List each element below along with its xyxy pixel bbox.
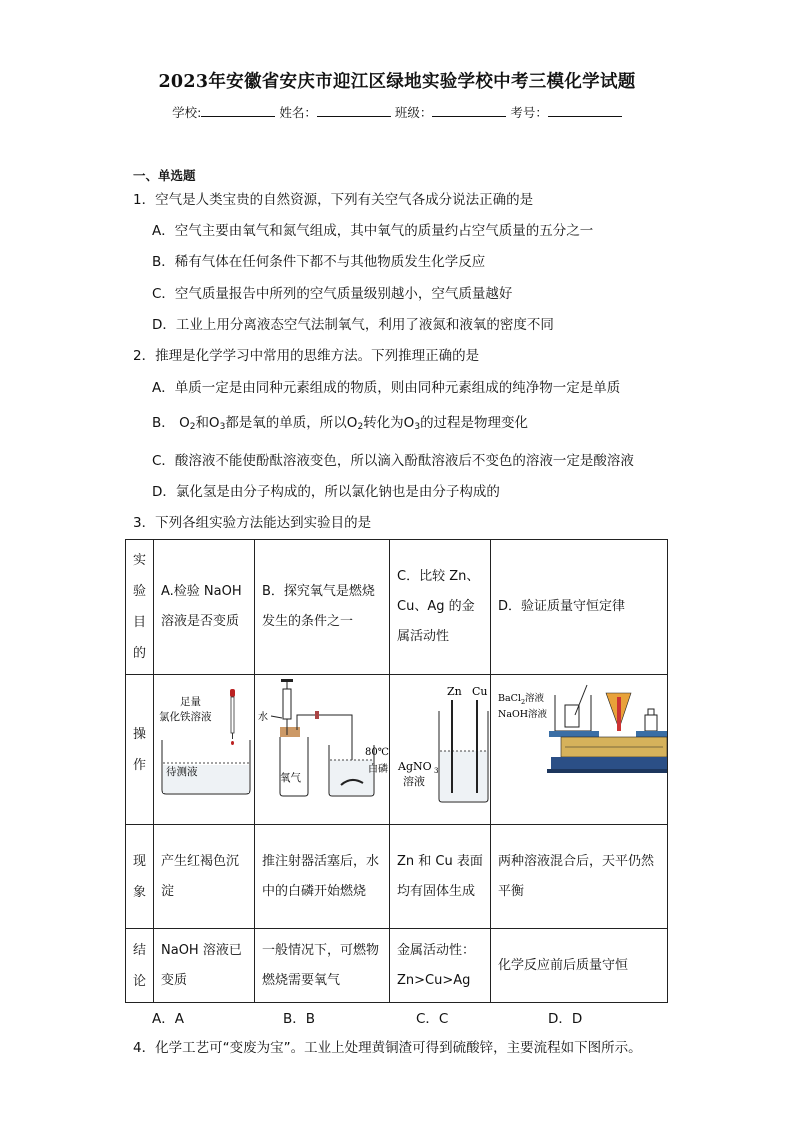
- purpose-c: C．比较 Zn、Cu、Ag 的金属活动性: [390, 540, 491, 675]
- purpose-b: B．探究氧气是燃烧发生的条件之一: [255, 540, 390, 675]
- option-b-text-3: 转化为O: [363, 415, 415, 431]
- row-head-conclusion: 结论: [126, 929, 154, 1003]
- operation-b: [255, 675, 390, 825]
- question-2-option-d[interactable]: D．氯化氢是由分子构成的，所以氯化钠也是由分子构成的: [152, 484, 500, 500]
- conclusion-d: 化学反应前后质量守恒: [491, 929, 668, 1003]
- syringe-phosphorus-figure: [255, 675, 389, 820]
- conclusion-c: 金属活动性：Zn>Cu>Ag: [390, 929, 491, 1003]
- name-label: 姓名：: [279, 105, 317, 120]
- question-2-option-a[interactable]: A．单质一定是由同种元素组成的物质，则由同种元素组成的纯净物一定是单质: [152, 380, 621, 396]
- number-blank[interactable]: [548, 104, 622, 117]
- table-row: [126, 825, 668, 929]
- phenomenon-d: 两种溶液混合后，天平仍然平衡: [491, 825, 668, 929]
- dropper-beaker-figure: [154, 675, 254, 820]
- question-3-stem: 3．下列各组实验方法能达到实验目的是: [133, 515, 372, 531]
- school-label: 学校:: [172, 105, 202, 120]
- figure-d-label-2: NaOH溶液: [498, 709, 548, 720]
- conclusion-a: NaOH 溶液已变质: [154, 929, 255, 1003]
- svg-text:2: 2: [521, 698, 526, 706]
- operation-d: [491, 675, 668, 825]
- question-2-option-c[interactable]: C．酸溶液不能使酚酞溶液变色，所以滴入酚酞溶液后不变色的溶液一定是酸溶液: [152, 453, 634, 469]
- figure-b-label-1: 水: [258, 712, 268, 723]
- question-1-option-c[interactable]: C．空气质量报告中所列的空气质量级别越小，空气质量越好: [152, 286, 513, 302]
- figure-a-label-2: 氯化铁溶液: [159, 711, 212, 723]
- option-b-prefix: B．: [152, 415, 175, 431]
- row-head-purpose: 实验目的: [126, 540, 154, 675]
- conclusion-b: 一般情况下，可燃物燃烧需要氧气: [255, 929, 390, 1003]
- figure-c-label-1: Zn: [447, 685, 462, 698]
- student-info-line: [0, 103, 794, 121]
- question-4-stem: 4．化学工艺可“变废为宝”。工业上处理黄铜渣可得到硫酸锌，主要流程如下图所示。: [133, 1040, 642, 1056]
- answer-option-b[interactable]: B．B: [283, 1011, 316, 1027]
- figure-c-label-4: 溶液: [403, 775, 425, 788]
- figure-d-label-1b: 溶液: [525, 693, 545, 704]
- phenomenon-c: Zn 和 Cu 表面均有固体生成: [390, 825, 491, 929]
- question-1-option-d[interactable]: D．工业上用分离液态空气法制氧气，利用了液氮和液氧的密度不同: [152, 317, 554, 333]
- page-title: 2023年安徽省安庆市迎江区绿地实验学校中考三模化学试题: [158, 72, 636, 92]
- figure-a-label-3: 待测液: [166, 766, 198, 778]
- table-row: [126, 929, 668, 1003]
- figure-c-label-3: AgNO: [398, 760, 432, 773]
- answer-option-c[interactable]: C．C: [416, 1011, 449, 1027]
- figure-c-label-2: Cu: [472, 685, 488, 698]
- metal-strips-figure: [390, 675, 490, 820]
- figure-a-label-1: 足量: [180, 696, 201, 708]
- option-b-text-2: 都是氧的单质，所以O: [225, 415, 358, 431]
- svg-text:3: 3: [434, 767, 439, 775]
- balance-figure: [491, 675, 667, 820]
- phenomenon-b: 推注射器活塞后，水中的白磷开始燃烧: [255, 825, 390, 929]
- row-head-operation: 操作: [126, 675, 154, 825]
- class-label: 班级：: [394, 105, 433, 120]
- figure-b-label-2: 氧气: [280, 772, 301, 784]
- table-row: [126, 540, 668, 675]
- question-2-stem: 2．推理是化学学习中常用的思维方法。下列推理正确的是: [133, 348, 480, 364]
- question-1-option-a[interactable]: A．空气主要由氧气和氮气组成，其中氧气的质量约占空气质量的五分之一: [152, 223, 594, 239]
- question-1-option-b[interactable]: B．稀有气体在任何条件下都不与其他物质发生化学反应: [152, 254, 486, 270]
- operation-c: [390, 675, 491, 825]
- school-blank[interactable]: [201, 104, 275, 117]
- purpose-d: D．验证质量守恒定律: [491, 540, 668, 675]
- name-blank[interactable]: [317, 104, 391, 117]
- section-heading: 一、单选题: [133, 168, 196, 183]
- figure-d-label-1: BaCl: [498, 693, 521, 704]
- row-head-phenomenon: 现象: [126, 825, 154, 929]
- purpose-a: A.检验 NaOH 溶液是否变质: [154, 540, 255, 675]
- o2-symbol: O: [179, 415, 190, 431]
- answer-option-a[interactable]: A．A: [152, 1011, 184, 1027]
- experiment-table: [125, 539, 668, 1003]
- operation-a: [154, 675, 255, 825]
- option-b-text-1: 和O: [195, 415, 220, 431]
- table-row: [126, 675, 668, 825]
- option-b-text-4: 的过程是物理变化: [420, 415, 529, 431]
- question-2-option-b[interactable]: B． $O_2$和$O_3$都是氧的单质，所以$O_2$转化为$O_3$的过程是物理变化: [152, 415, 529, 432]
- figure-b-label-4: 白磷: [368, 764, 388, 775]
- phenomenon-a: 产生红褐色沉淀: [154, 825, 255, 929]
- class-blank[interactable]: [432, 104, 506, 117]
- figure-b-label-3: 80℃: [365, 747, 389, 758]
- number-label: 考号：: [510, 105, 548, 120]
- question-1-stem: 1．空气是人类宝贵的自然资源，下列有关空气各成分说法正确的是: [133, 192, 534, 208]
- answer-option-d[interactable]: D．D: [548, 1011, 583, 1027]
